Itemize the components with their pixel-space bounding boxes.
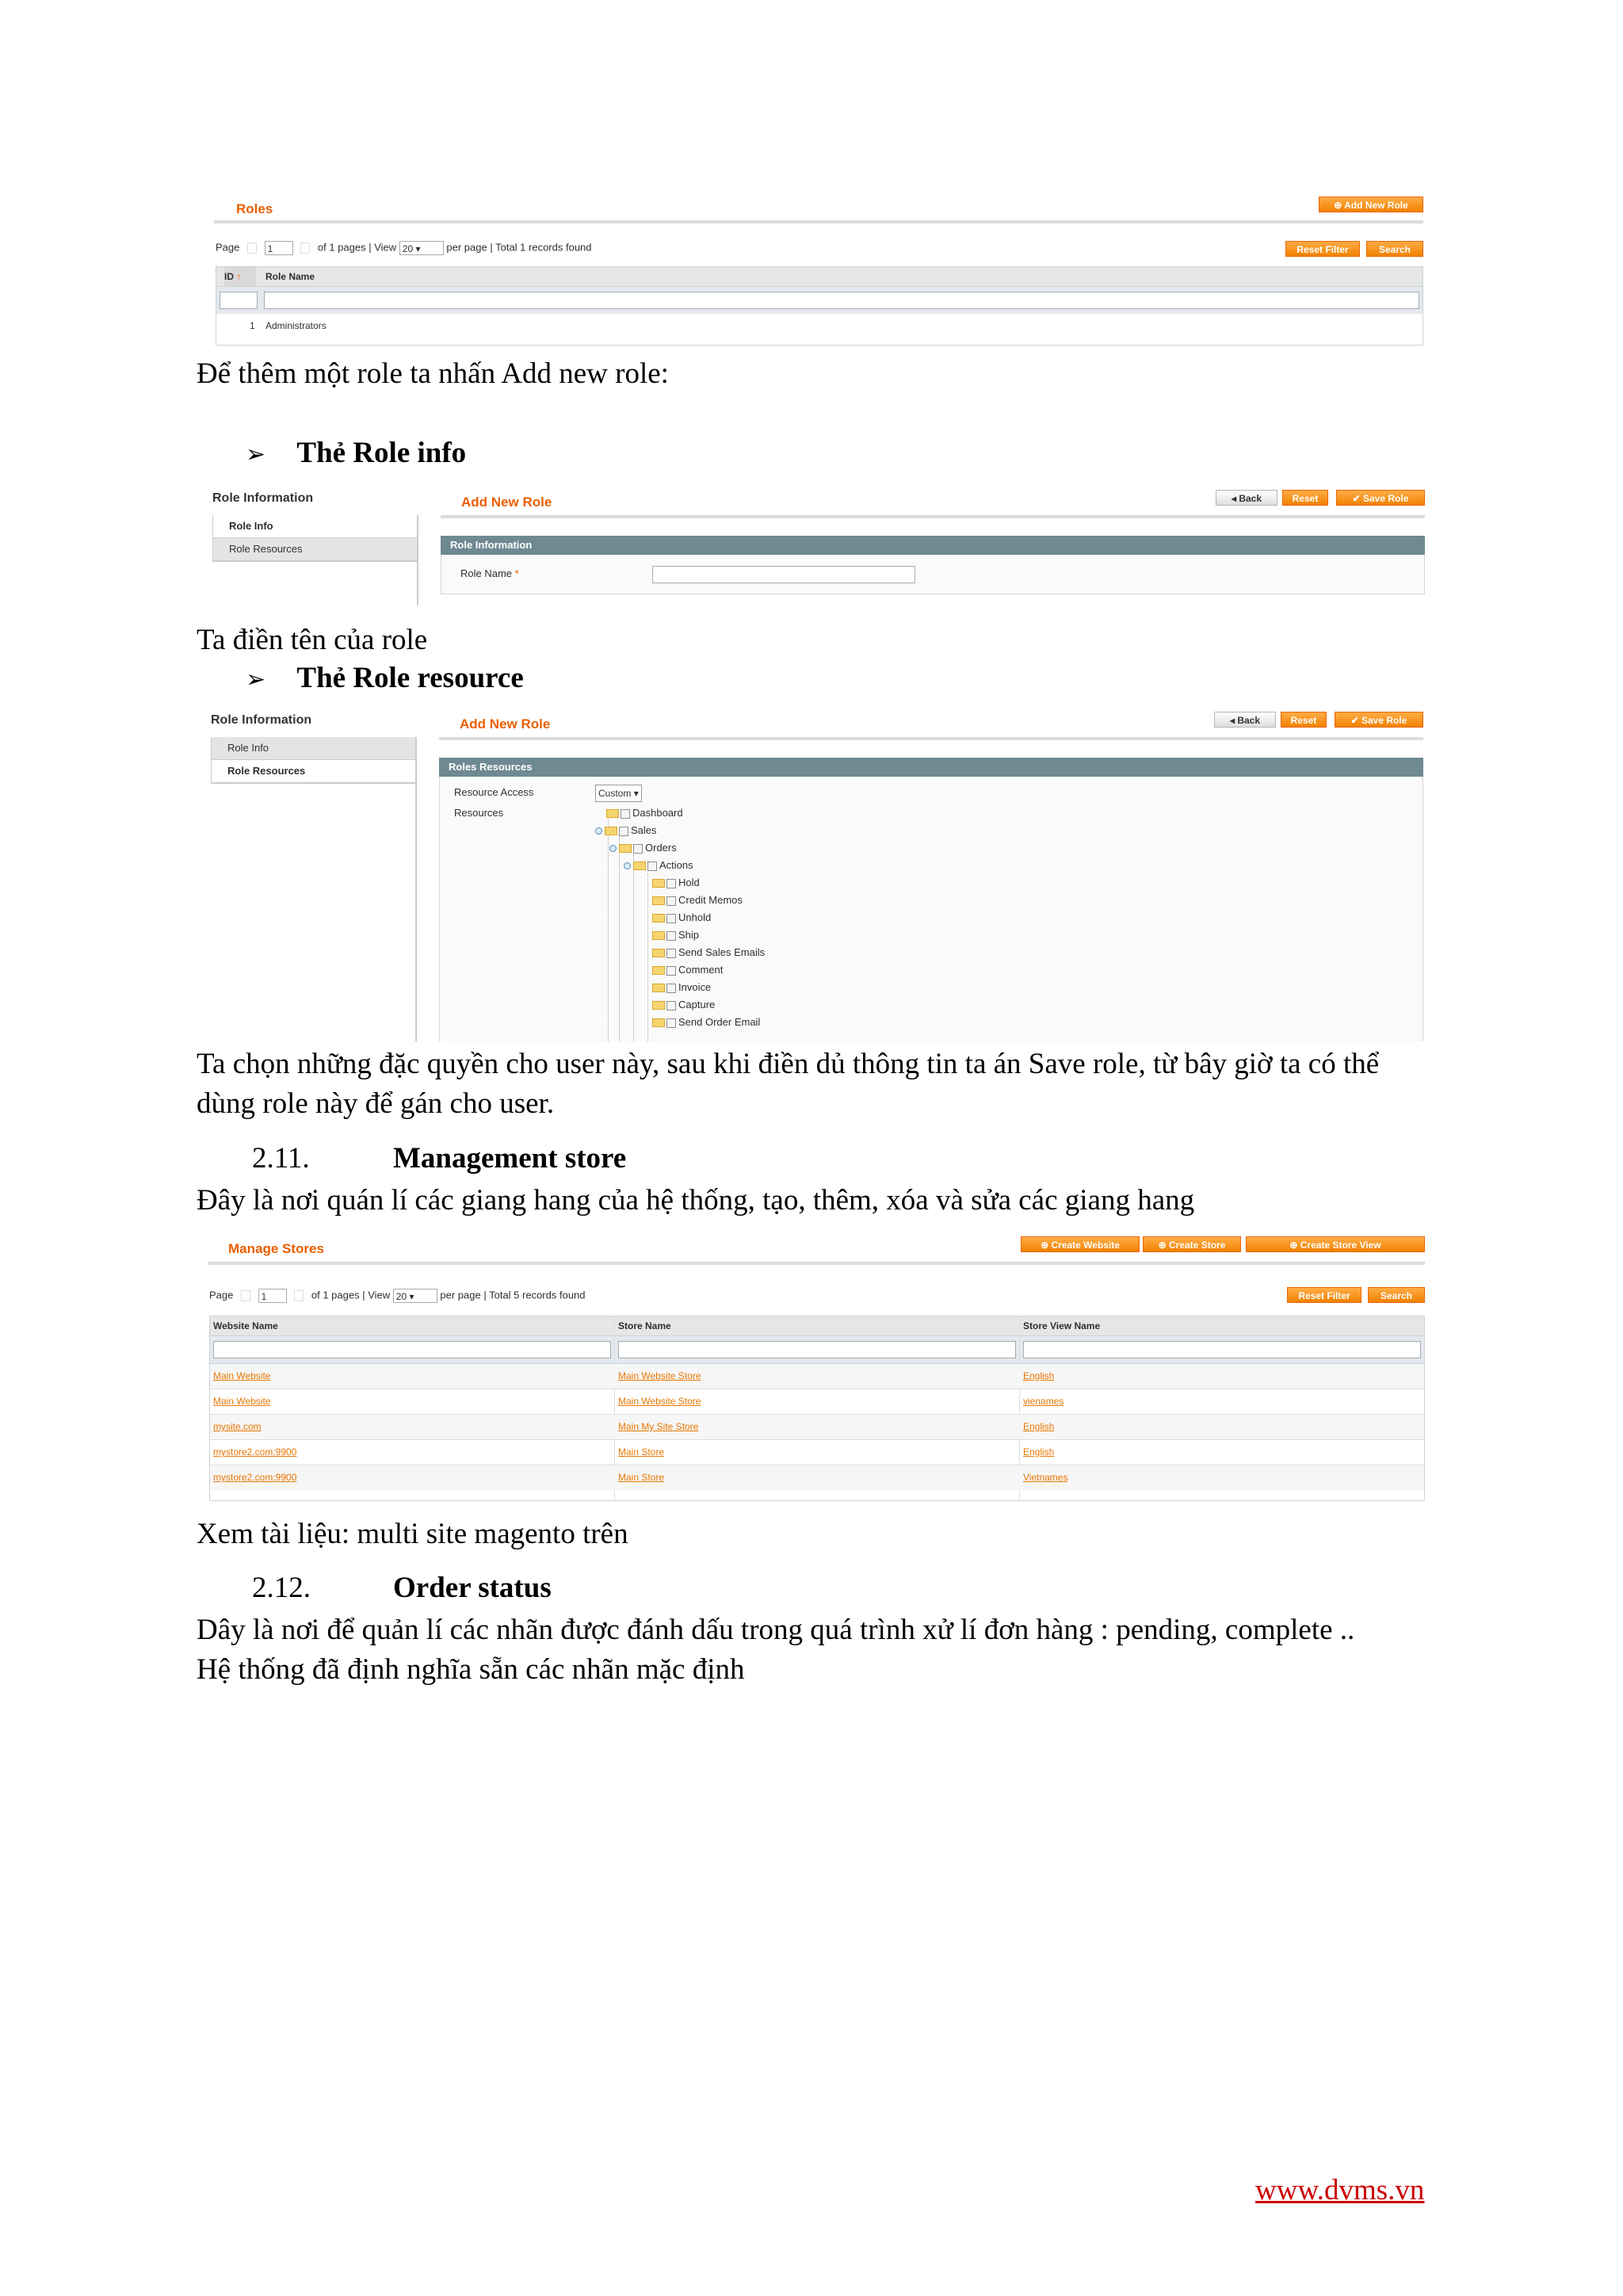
store-view-link[interactable]: English — [1023, 1370, 1055, 1381]
section-2-11: 2.11. Management store — [252, 1142, 627, 1175]
website-link[interactable]: Main Website — [213, 1396, 271, 1407]
prev-page-icon[interactable] — [247, 243, 257, 254]
roles-screenshot — [214, 190, 1423, 346]
store-name-filter-input[interactable] — [618, 1341, 1016, 1358]
tab-role-info[interactable]: Role Info — [212, 737, 416, 760]
collapse-icon[interactable] — [624, 862, 631, 869]
checkbox[interactable] — [647, 861, 657, 871]
plus-icon: ⊕ — [1041, 1240, 1052, 1251]
save-role-button[interactable]: ✔ Save Role — [1336, 490, 1425, 506]
tree-item-credit-memos[interactable]: Credit Memos — [652, 892, 743, 908]
section-body — [441, 555, 1425, 594]
website-link[interactable]: mystore2.com:9900 — [213, 1472, 297, 1483]
column-store-name[interactable]: Store Name — [618, 1320, 671, 1331]
back-button[interactable]: ◂ Back — [1216, 490, 1277, 506]
para-store: Đây là nơi quán lí các giang hang của hệ thống, tạo, thêm, xóa và sửa các giang hang — [197, 1184, 1195, 1217]
table-row[interactable] — [210, 1415, 1424, 1440]
tree-item-sales[interactable]: Sales — [595, 823, 657, 839]
roles-title: Roles — [236, 201, 273, 216]
reset-button[interactable]: Reset — [1281, 712, 1327, 728]
store-view-link[interactable]: Vietnames — [1023, 1472, 1068, 1483]
title-divider — [439, 737, 1423, 740]
folder-icon — [619, 844, 632, 853]
sidebar-divider — [417, 515, 418, 606]
page-input[interactable]: 1 — [258, 1289, 287, 1303]
checkbox[interactable] — [633, 844, 643, 854]
sidebar-title: Role Information — [211, 713, 312, 727]
tree-item-ship[interactable]: Ship — [652, 927, 699, 943]
reset-filter-button[interactable]: Reset Filter — [1287, 1287, 1361, 1303]
title-divider — [441, 515, 1425, 518]
column-website-name[interactable]: Website Name — [213, 1320, 278, 1331]
website-link[interactable]: mysite.com — [213, 1421, 262, 1432]
checkbox[interactable] — [666, 1018, 676, 1028]
role-name-label: Role Name * — [460, 567, 519, 579]
folder-icon — [652, 949, 665, 957]
role-tabs — [212, 515, 418, 562]
add-new-role-button[interactable]: ⊕ Add New Role — [1319, 197, 1423, 212]
tree-item-unhold[interactable]: Unhold — [652, 910, 711, 926]
reset-button[interactable]: Reset — [1282, 490, 1328, 506]
folder-icon — [652, 966, 665, 975]
back-icon: ◂ — [1231, 493, 1239, 504]
role-resources-screenshot — [211, 709, 1425, 1041]
store-view-link[interactable]: English — [1023, 1446, 1055, 1457]
tab-role-info[interactable]: Role Info — [213, 515, 418, 538]
table-row[interactable] — [210, 1440, 1424, 1465]
create-store-view-button[interactable]: ⊕ Create Store View — [1246, 1236, 1425, 1252]
page-title: Add New Role — [460, 716, 551, 732]
checkbox[interactable] — [666, 949, 676, 958]
chevron-down-icon: ▾ — [633, 788, 639, 799]
store-link[interactable]: Main Website Store — [618, 1370, 701, 1381]
checkbox[interactable] — [619, 827, 628, 836]
store-view-name-filter-input[interactable] — [1023, 1341, 1421, 1358]
section-header: Role Information — [441, 536, 1425, 555]
checkbox[interactable] — [666, 914, 676, 923]
tree-item-capture[interactable]: Capture — [652, 997, 715, 1013]
plus-icon: ⊕ — [1334, 200, 1345, 211]
role-info-screenshot — [211, 487, 1425, 606]
resource-access-label: Resource Access — [454, 786, 534, 798]
arrow-bullet-icon: ➢ — [246, 666, 266, 693]
next-page-icon[interactable] — [294, 1290, 304, 1301]
tab-role-resources[interactable]: Role Resources — [213, 538, 418, 561]
column-id[interactable]: ID ↑ — [224, 267, 256, 286]
folder-icon — [633, 861, 646, 870]
resource-access-select[interactable]: Custom ▾ — [595, 785, 642, 802]
store-view-link[interactable]: English — [1023, 1421, 1055, 1432]
resources-label: Resources — [454, 807, 504, 819]
folder-icon — [605, 827, 617, 835]
table-row[interactable] — [210, 1364, 1424, 1389]
folder-icon — [652, 896, 665, 905]
store-link[interactable]: Main Store — [618, 1446, 665, 1457]
collapse-icon[interactable] — [595, 827, 602, 835]
role-tabs — [211, 737, 417, 784]
check-icon: ✔ — [1352, 493, 1363, 504]
tree-line — [619, 835, 621, 1041]
view-select[interactable]: 20 ▾ — [393, 1289, 437, 1303]
tree-item-send-order-email[interactable]: Send Order Email — [652, 1014, 760, 1030]
website-link[interactable]: mystore2.com:9900 — [213, 1446, 297, 1457]
tree-item-dashboard[interactable]: Dashboard — [606, 805, 683, 821]
tree-item-actions[interactable]: Actions — [624, 858, 693, 873]
folder-icon — [652, 931, 665, 940]
checkbox[interactable] — [666, 896, 676, 906]
prev-page-icon[interactable] — [241, 1290, 250, 1301]
bullet-role-resource: ➢ Thẻ Role resource — [246, 662, 524, 694]
para-role-name: Ta điền tên của role — [197, 624, 428, 656]
para-see-docs: Xem tài liệu: multi site magento trên — [197, 1518, 628, 1550]
role-name-input[interactable] — [652, 566, 915, 583]
store-view-link[interactable]: vienames — [1023, 1396, 1064, 1407]
para-add-role: Để thêm một role ta nhấn Add new role: — [197, 357, 669, 390]
folder-icon — [652, 1001, 665, 1010]
tree-item-send-sales-emails[interactable]: Send Sales Emails — [652, 945, 765, 961]
column-role-name[interactable]: Role Name — [265, 271, 315, 282]
checkbox[interactable] — [666, 879, 676, 888]
stores-screenshot — [208, 1233, 1425, 1501]
section-header: Roles Resources — [439, 758, 1423, 777]
sidebar-divider — [415, 737, 417, 1041]
folder-icon — [652, 1018, 665, 1027]
column-store-view-name[interactable]: Store View Name — [1023, 1320, 1101, 1331]
stores-grid — [209, 1316, 1425, 1501]
footer-link[interactable]: www.dvms.vn — [1255, 2174, 1425, 2206]
back-button[interactable]: ◂ Back — [1214, 712, 1276, 728]
folder-icon — [652, 914, 665, 923]
stores-title: Manage Stores — [228, 1241, 324, 1256]
table-row[interactable] — [210, 1465, 1424, 1490]
page-input[interactable]: 1 — [265, 241, 293, 255]
checkbox[interactable] — [666, 931, 676, 941]
tree-line — [633, 854, 635, 1041]
para-order-status-1: Dây là nơi để quản lí các nhãn được đánh dấu trong quá trình xử lí đơn hàng : pending, complete .. — [197, 1614, 1355, 1646]
plus-icon: ⊕ — [1289, 1240, 1300, 1251]
reset-filter-button[interactable]: Reset Filter — [1285, 241, 1360, 257]
search-button[interactable]: Search — [1366, 241, 1423, 257]
search-button[interactable]: Search — [1368, 1287, 1425, 1303]
folder-icon — [652, 984, 665, 992]
para-privileges: Ta chọn những đặc quyền cho user này, sau khi điền dủ thông tin ta án Save role, từ bây giờ ta có thể dùng role này để gán cho user. — [197, 1048, 1380, 1120]
table-row[interactable]: 1 Administrators — [250, 320, 327, 331]
arrow-bullet-icon: ➢ — [246, 441, 266, 468]
role-name-filter-input[interactable] — [264, 292, 1419, 309]
store-link[interactable]: Main Store — [618, 1472, 665, 1483]
para-order-status-2: Hệ thống đã định nghĩa sẵn các nhãn mặc định — [197, 1653, 745, 1686]
roles-grid — [216, 266, 1423, 346]
checkbox[interactable] — [666, 966, 676, 976]
tree-item-comment[interactable]: Comment — [652, 962, 723, 978]
bullet-role-info: ➢ Thẻ Role info — [246, 437, 467, 469]
section-2-12: 2.12. Order status — [252, 1572, 552, 1604]
tree-line — [647, 873, 649, 1041]
next-page-icon[interactable] — [300, 243, 310, 254]
section-body — [439, 777, 1423, 1041]
tree-item-hold[interactable]: Hold — [652, 875, 700, 891]
roles-pager: Page 1 of 1 pages | View 20 ▾ per page | Total 1 records found — [216, 241, 592, 254]
checkbox[interactable] — [666, 1001, 676, 1010]
folder-icon — [652, 879, 665, 888]
sort-arrow-icon: ↑ — [236, 271, 242, 282]
collapse-icon[interactable] — [609, 845, 617, 852]
store-link[interactable]: Main My Site Store — [618, 1421, 699, 1432]
folder-icon — [606, 809, 619, 818]
create-website-button[interactable]: ⊕ Create Website — [1021, 1236, 1140, 1252]
store-link[interactable]: Main Website Store — [618, 1396, 701, 1407]
roles-divider — [214, 220, 1423, 223]
check-icon: ✔ — [1350, 715, 1361, 726]
view-select[interactable]: 20 ▾ — [399, 241, 444, 255]
id-filter-input[interactable] — [220, 292, 258, 309]
stores-pager: Page 1 of 1 pages | View 20 ▾ per page | Total 5 records found — [209, 1289, 586, 1302]
tree-item-orders[interactable]: Orders — [609, 840, 677, 856]
website-link[interactable]: Main Website — [213, 1370, 271, 1381]
tree-item-invoice[interactable]: Invoice — [652, 980, 711, 995]
website-name-filter-input[interactable] — [213, 1341, 611, 1358]
sidebar-title: Role Information — [212, 491, 314, 505]
checkbox[interactable] — [666, 984, 676, 993]
save-role-button[interactable]: ✔ Save Role — [1335, 712, 1423, 728]
tab-role-resources[interactable]: Role Resources — [212, 760, 416, 783]
create-store-button[interactable]: ⊕ Create Store — [1143, 1236, 1241, 1252]
plus-icon: ⊕ — [1158, 1240, 1169, 1251]
table-row[interactable] — [210, 1389, 1424, 1415]
back-icon: ◂ — [1229, 715, 1238, 726]
title-divider — [208, 1262, 1425, 1265]
page-title: Add New Role — [461, 495, 552, 510]
checkbox[interactable] — [621, 809, 630, 819]
